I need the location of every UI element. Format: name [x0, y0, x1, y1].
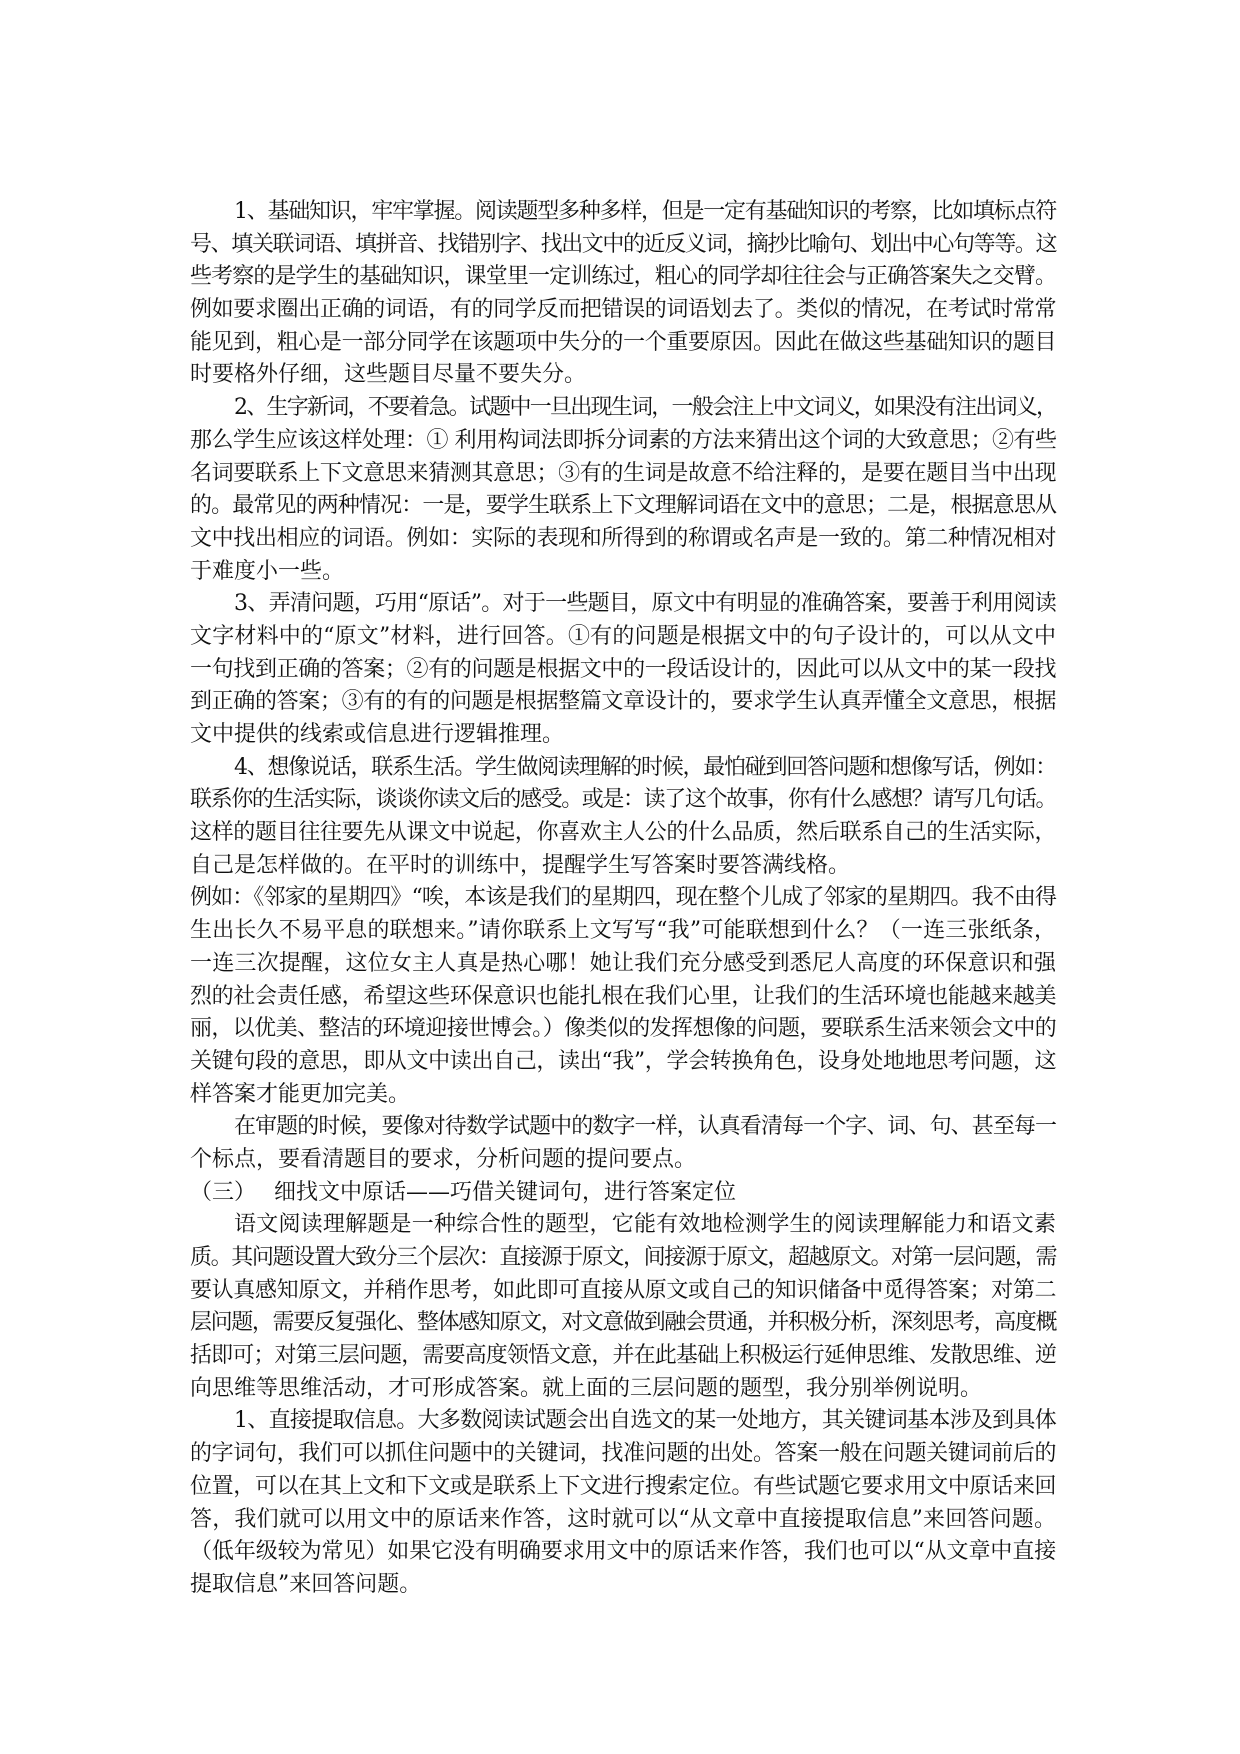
text-line: 2、生字新词，不要着急。试题中一旦出现生词，一般会注上中文词义，如果没有注出词义， [234, 395, 1057, 421]
text-line: 时要格外仔细，这些题目尽量不要失分。 [190, 362, 587, 388]
text-line: （三） 细找文中原话——巧借关键词句，进行答案定位 [190, 1179, 736, 1205]
text-line: 那么学生应该这样处理：① 利用构词法即拆分词素的方法来猜出这个词的大致意思；②有些 [190, 427, 1057, 453]
text-line: 文中找出相应的词语。例如：实际的表现和所得到的称谓或名声是一致的。第二种情况相对 [190, 525, 1056, 551]
paragraph [190, 1209, 1056, 1405]
text-line: 样答案才能更加完美。 [190, 1081, 411, 1107]
text-line: 3、弄清问题，巧用“原话”。对于一些题目，原文中有明显的准确答案，要善于利用阅读 [234, 591, 1056, 617]
text-line: 个标点，要看清题目的要求，分析问题的提问要点。 [190, 1146, 697, 1172]
text-line: 例如：《邻家的星期四》“唉，本该是我们的星期四，现在整个儿成了邻家的星期四。我不由得 [190, 885, 1056, 911]
text-line: 层问题，需要反复强化、整体感知原文，对文意做到融会贯通，并积极分析，深刻思考，高度概 [190, 1310, 1056, 1336]
document-page [190, 196, 1056, 1602]
text-line: 于难度小一些。 [190, 558, 345, 584]
paragraph [190, 196, 1056, 392]
text-line: 语文阅读理解题是一种综合性的题型，它能有效地检测学生的阅读理解能力和语文素 [234, 1212, 1056, 1238]
text-line: 在审题的时候，要像对待数学试题中的数字一样，认真看清每一个字、词、句、甚至每一 [234, 1114, 1056, 1140]
text-line: 向思维等思维活动，才可形成答案。就上面的三层问题的题型，我分别举例说明。 [190, 1375, 983, 1401]
paragraph [190, 752, 1056, 883]
paragraph [190, 392, 1056, 588]
text-line: 号、填关联词语、填拼音、找错别字、找出文中的近反义词，摘抄比喻句、划出中心句等等。这 [190, 231, 1056, 257]
text-line: 文中提供的线索或信息进行逻辑推理。 [190, 722, 565, 747]
text-line: 这样的题目往往要先从课文中说起，你喜欢主人公的什么品质，然后联系自己的生活实际， [190, 820, 1056, 846]
text-line: 联系你的生活实际，谈谈你读文后的感受。或是：读了这个故事，你有什么感想？请写几句话。 [190, 787, 1056, 813]
text-line: 生出长久不易平息的联想来。”请你联系上文写写“我”可能联想到什么？（一连三张纸条， [190, 918, 1056, 944]
text-line: 质。其问题设置大致分三个层次：直接源于原文，间接源于原文，超越原文。对第一层问题，需 [190, 1245, 1056, 1270]
text-line: 的字词句，我们可以抓住问题中的关键词，找准问题的出处。答案一般在问题关键词前后的 [190, 1441, 1056, 1467]
paragraph [190, 1405, 1056, 1601]
text-line: 一连三次提醒，这位女主人真是热心哪！她让我们充分感受到悉尼人高度的环保意识和强 [190, 950, 1056, 976]
paragraph [190, 588, 1056, 751]
text-line: 到正确的答案；③有的有的问题是根据整篇文章设计的，要求学生认真弄懂全文意思，根据 [190, 689, 1056, 715]
text-line: 的。最常见的两种情况：一是，要学生联系上下文理解词语在文中的意思；二是，根据意思从 [190, 493, 1056, 519]
paragraph [190, 882, 1056, 1111]
text-line: 文字材料中的“原文”材料，进行回答。①有的问题是根据文中的句子设计的，可以从文中 [190, 623, 1056, 649]
section-heading [190, 1177, 1056, 1210]
text-line: 1、基础知识，牢牢掌握。阅读题型多种多样，但是一定有基础知识的考察，比如填标点符 [234, 199, 1057, 224]
text-line: 4、想像说话，联系生活。学生做阅读理解的时候，最怕碰到回答问题和想像写话，例如： [234, 754, 1057, 780]
text-line: 例如要求圈出正确的词语，有的同学反而把错误的词语划去了。类似的情况，在考试时常常 [190, 297, 1056, 323]
text-line: 一句找到正确的答案；②有的问题是根据文中的一段话设计的，因此可以从文中的某一段找 [190, 656, 1056, 682]
text-line: （低年级较为常见）如果它没有明确要求用文中的原话来作答，我们也可以“从文章中直接 [190, 1539, 1057, 1565]
text-line: 些考察的是学生的基础知识，课堂里一定训练过，粗心的同学却往往会与正确答案失之交臂。 [190, 264, 1056, 290]
text-line: 提取信息”来回答问题。 [190, 1571, 422, 1597]
text-line: 括即可；对第三层问题，需要高度领悟文意，并在此基础上积极运行延伸思维、发散思维、逆 [190, 1343, 1056, 1369]
text-line: 丽，以优美、整洁的环境迎接世博会。）像类似的发挥想像的问题，要联系生活来领会文中的 [190, 1016, 1056, 1042]
text-line: 名词要联系上下文意思来猜测其意思；③有的生词是故意不给注释的，是要在题目当中出现 [190, 460, 1056, 486]
text-line: 自己是怎样做的。在平时的训练中，提醒学生写答案时要答满线格。 [190, 852, 851, 878]
text-line: 关键句段的意思，即从文中读出自己，读出“我”，学会转换角色，设身处地地思考问题，这 [190, 1048, 1056, 1074]
text-line: 烈的社会责任感，希望这些环保意识也能扎根在我们心里，让我们的生活环境也能越来越美 [190, 983, 1056, 1009]
text-line: 能见到，粗心是一部分同学在该题项中失分的一个重要原因。因此在做这些基础知识的题目 [190, 329, 1056, 355]
text-line: 要认真感知原文，并稍作思考，如此即可直接从原文或自己的知识储备中觅得答案；对第二 [190, 1277, 1056, 1303]
text-line: 位置，可以在其上文和下文或是联系上下文进行搜索定位。有些试题它要求用文中原话来回 [190, 1473, 1056, 1499]
paragraph [190, 1111, 1056, 1176]
text-line: 答，我们就可以用文中的原话来作答，这时就可以“从文章中直接提取信息”来回答问题。 [190, 1506, 1056, 1532]
text-line: 1、直接提取信息。大多数阅读试题会出自选文的某一处地方，其关键词基本涉及到具体 [234, 1408, 1056, 1434]
